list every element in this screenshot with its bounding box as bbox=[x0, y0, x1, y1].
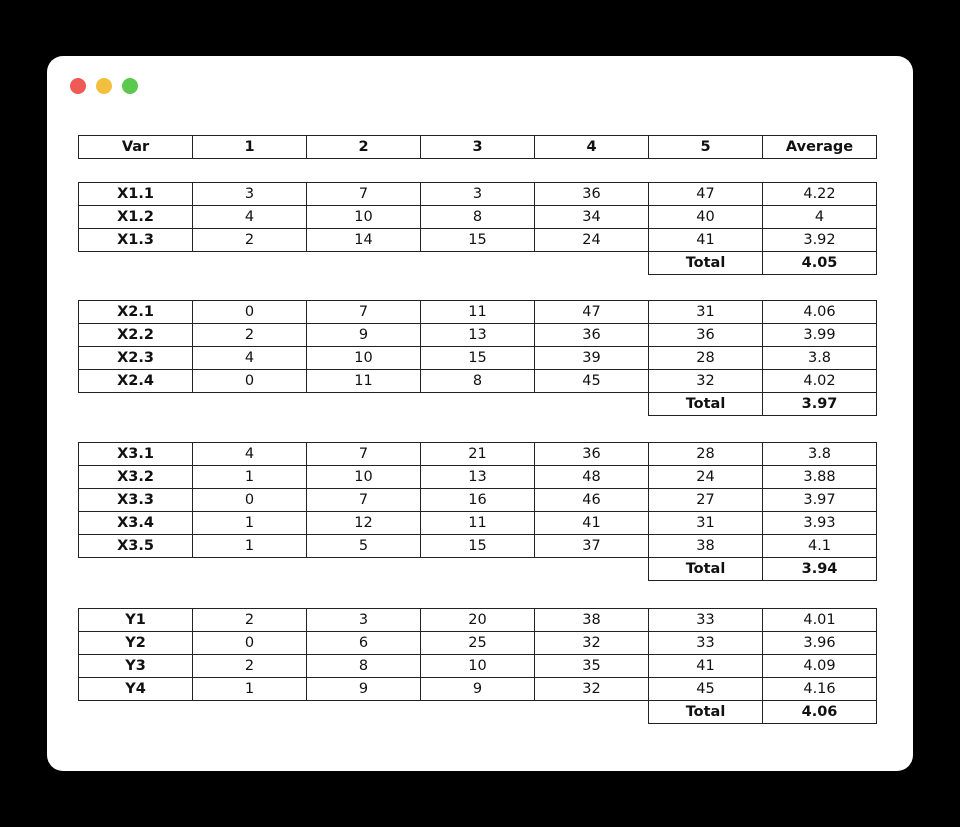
count-cell: 1 bbox=[193, 512, 307, 535]
count-cell: 36 bbox=[535, 183, 649, 206]
average-cell: 3.93 bbox=[763, 512, 877, 535]
count-cell: 32 bbox=[535, 632, 649, 655]
table-row bbox=[79, 678, 877, 701]
empty-cell bbox=[193, 393, 307, 416]
empty-cell bbox=[535, 701, 649, 724]
count-cell: 14 bbox=[307, 229, 421, 252]
count-cell: 21 bbox=[421, 443, 535, 466]
count-cell: 45 bbox=[535, 370, 649, 393]
row-label-cell: Y2 bbox=[79, 632, 193, 655]
empty-cell bbox=[79, 393, 193, 416]
table-row bbox=[79, 535, 877, 558]
average-cell: 3.88 bbox=[763, 466, 877, 489]
average-cell: 4.22 bbox=[763, 183, 877, 206]
table-row bbox=[79, 443, 877, 466]
count-cell: 1 bbox=[193, 466, 307, 489]
count-cell: 10 bbox=[307, 206, 421, 229]
empty-cell bbox=[307, 252, 421, 275]
table-row bbox=[79, 301, 877, 324]
empty-cell bbox=[193, 252, 307, 275]
count-cell: 8 bbox=[421, 370, 535, 393]
empty-cell bbox=[193, 701, 307, 724]
total-row bbox=[79, 558, 877, 581]
header-cell: 3 bbox=[421, 136, 535, 159]
total-row bbox=[79, 701, 877, 724]
table-row bbox=[79, 229, 877, 252]
row-label-cell: X2.4 bbox=[79, 370, 193, 393]
count-cell: 41 bbox=[649, 655, 763, 678]
total-row bbox=[79, 252, 877, 275]
table-row bbox=[79, 632, 877, 655]
total-label: Total bbox=[649, 393, 763, 416]
count-cell: 1 bbox=[193, 535, 307, 558]
count-cell: 13 bbox=[421, 466, 535, 489]
average-cell: 3.96 bbox=[763, 632, 877, 655]
count-cell: 15 bbox=[421, 229, 535, 252]
count-cell: 2 bbox=[193, 229, 307, 252]
count-cell: 10 bbox=[421, 655, 535, 678]
average-cell: 4.16 bbox=[763, 678, 877, 701]
table-row bbox=[79, 206, 877, 229]
count-cell: 32 bbox=[535, 678, 649, 701]
count-cell: 31 bbox=[649, 301, 763, 324]
count-cell: 7 bbox=[307, 443, 421, 466]
average-cell: 3.97 bbox=[763, 489, 877, 512]
count-cell: 7 bbox=[307, 301, 421, 324]
table-row bbox=[79, 370, 877, 393]
count-cell: 9 bbox=[307, 678, 421, 701]
empty-cell bbox=[421, 252, 535, 275]
table-row bbox=[79, 512, 877, 535]
data-table-group-4 bbox=[78, 608, 877, 724]
count-cell: 28 bbox=[649, 443, 763, 466]
empty-cell bbox=[193, 558, 307, 581]
empty-cell bbox=[421, 558, 535, 581]
count-cell: 25 bbox=[421, 632, 535, 655]
count-cell: 24 bbox=[535, 229, 649, 252]
table-row bbox=[79, 183, 877, 206]
count-cell: 13 bbox=[421, 324, 535, 347]
total-value: 3.97 bbox=[763, 393, 877, 416]
count-cell: 6 bbox=[307, 632, 421, 655]
count-cell: 38 bbox=[649, 535, 763, 558]
row-label-cell: X3.4 bbox=[79, 512, 193, 535]
header-row bbox=[79, 136, 877, 159]
average-cell: 4 bbox=[763, 206, 877, 229]
count-cell: 8 bbox=[421, 206, 535, 229]
count-cell: 33 bbox=[649, 609, 763, 632]
row-label-cell: Y4 bbox=[79, 678, 193, 701]
count-cell: 9 bbox=[307, 324, 421, 347]
header-cell: 5 bbox=[649, 136, 763, 159]
count-cell: 33 bbox=[649, 632, 763, 655]
average-cell: 4.02 bbox=[763, 370, 877, 393]
count-cell: 11 bbox=[307, 370, 421, 393]
data-table-group-2 bbox=[78, 300, 877, 416]
table-row bbox=[79, 609, 877, 632]
row-label-cell: Y3 bbox=[79, 655, 193, 678]
empty-cell bbox=[421, 701, 535, 724]
count-cell: 2 bbox=[193, 324, 307, 347]
count-cell: 28 bbox=[649, 347, 763, 370]
count-cell: 47 bbox=[535, 301, 649, 324]
row-label-cell: X3.5 bbox=[79, 535, 193, 558]
count-cell: 48 bbox=[535, 466, 649, 489]
empty-cell bbox=[535, 558, 649, 581]
average-cell: 3.8 bbox=[763, 347, 877, 370]
average-cell: 4.1 bbox=[763, 535, 877, 558]
count-cell: 4 bbox=[193, 347, 307, 370]
header-cell: 4 bbox=[535, 136, 649, 159]
average-cell: 4.01 bbox=[763, 609, 877, 632]
total-label: Total bbox=[649, 252, 763, 275]
count-cell: 36 bbox=[535, 443, 649, 466]
table-row bbox=[79, 466, 877, 489]
count-cell: 1 bbox=[193, 678, 307, 701]
empty-cell bbox=[307, 393, 421, 416]
header-table bbox=[78, 135, 877, 159]
count-cell: 7 bbox=[307, 183, 421, 206]
table-row bbox=[79, 489, 877, 512]
count-cell: 36 bbox=[535, 324, 649, 347]
header-cell: Var bbox=[79, 136, 193, 159]
total-value: 4.05 bbox=[763, 252, 877, 275]
header-cell: Average bbox=[763, 136, 877, 159]
table-row bbox=[79, 655, 877, 678]
row-label-cell: X3.3 bbox=[79, 489, 193, 512]
count-cell: 12 bbox=[307, 512, 421, 535]
row-label-cell: Y1 bbox=[79, 609, 193, 632]
empty-cell bbox=[421, 393, 535, 416]
count-cell: 36 bbox=[649, 324, 763, 347]
count-cell: 24 bbox=[649, 466, 763, 489]
count-cell: 10 bbox=[307, 466, 421, 489]
count-cell: 11 bbox=[421, 512, 535, 535]
count-cell: 4 bbox=[193, 206, 307, 229]
empty-cell bbox=[307, 701, 421, 724]
empty-cell bbox=[79, 558, 193, 581]
count-cell: 8 bbox=[307, 655, 421, 678]
count-cell: 41 bbox=[535, 512, 649, 535]
row-label-cell: X3.1 bbox=[79, 443, 193, 466]
data-table-group-1 bbox=[78, 182, 877, 275]
zoom-button[interactable] bbox=[122, 78, 138, 94]
count-cell: 0 bbox=[193, 370, 307, 393]
minimize-button[interactable] bbox=[96, 78, 112, 94]
count-cell: 2 bbox=[193, 655, 307, 678]
count-cell: 3 bbox=[307, 609, 421, 632]
total-value: 3.94 bbox=[763, 558, 877, 581]
count-cell: 3 bbox=[193, 183, 307, 206]
average-cell: 3.8 bbox=[763, 443, 877, 466]
total-row bbox=[79, 393, 877, 416]
count-cell: 0 bbox=[193, 301, 307, 324]
count-cell: 15 bbox=[421, 535, 535, 558]
count-cell: 35 bbox=[535, 655, 649, 678]
count-cell: 20 bbox=[421, 609, 535, 632]
count-cell: 0 bbox=[193, 632, 307, 655]
row-label-cell: X1.2 bbox=[79, 206, 193, 229]
count-cell: 45 bbox=[649, 678, 763, 701]
count-cell: 47 bbox=[649, 183, 763, 206]
count-cell: 31 bbox=[649, 512, 763, 535]
average-cell: 3.99 bbox=[763, 324, 877, 347]
row-label-cell: X2.3 bbox=[79, 347, 193, 370]
count-cell: 40 bbox=[649, 206, 763, 229]
count-cell: 3 bbox=[421, 183, 535, 206]
count-cell: 5 bbox=[307, 535, 421, 558]
count-cell: 2 bbox=[193, 609, 307, 632]
table-row bbox=[79, 347, 877, 370]
count-cell: 0 bbox=[193, 489, 307, 512]
empty-cell bbox=[79, 701, 193, 724]
close-button[interactable] bbox=[70, 78, 86, 94]
total-label: Total bbox=[649, 701, 763, 724]
count-cell: 15 bbox=[421, 347, 535, 370]
row-label-cell: X3.2 bbox=[79, 466, 193, 489]
count-cell: 16 bbox=[421, 489, 535, 512]
header-cell: 2 bbox=[307, 136, 421, 159]
count-cell: 10 bbox=[307, 347, 421, 370]
data-table-group-3 bbox=[78, 442, 877, 581]
count-cell: 39 bbox=[535, 347, 649, 370]
empty-cell bbox=[535, 252, 649, 275]
total-label: Total bbox=[649, 558, 763, 581]
row-label-cell: X2.1 bbox=[79, 301, 193, 324]
count-cell: 4 bbox=[193, 443, 307, 466]
empty-cell bbox=[535, 393, 649, 416]
table-row bbox=[79, 324, 877, 347]
average-cell: 4.06 bbox=[763, 301, 877, 324]
row-label-cell: X1.3 bbox=[79, 229, 193, 252]
row-label-cell: X2.2 bbox=[79, 324, 193, 347]
average-cell: 4.09 bbox=[763, 655, 877, 678]
count-cell: 9 bbox=[421, 678, 535, 701]
count-cell: 46 bbox=[535, 489, 649, 512]
count-cell: 11 bbox=[421, 301, 535, 324]
count-cell: 27 bbox=[649, 489, 763, 512]
header-cell: 1 bbox=[193, 136, 307, 159]
empty-cell bbox=[307, 558, 421, 581]
count-cell: 34 bbox=[535, 206, 649, 229]
average-cell: 3.92 bbox=[763, 229, 877, 252]
window bbox=[47, 56, 913, 771]
count-cell: 7 bbox=[307, 489, 421, 512]
total-value: 4.06 bbox=[763, 701, 877, 724]
empty-cell bbox=[79, 252, 193, 275]
row-label-cell: X1.1 bbox=[79, 183, 193, 206]
count-cell: 38 bbox=[535, 609, 649, 632]
count-cell: 41 bbox=[649, 229, 763, 252]
count-cell: 32 bbox=[649, 370, 763, 393]
count-cell: 37 bbox=[535, 535, 649, 558]
